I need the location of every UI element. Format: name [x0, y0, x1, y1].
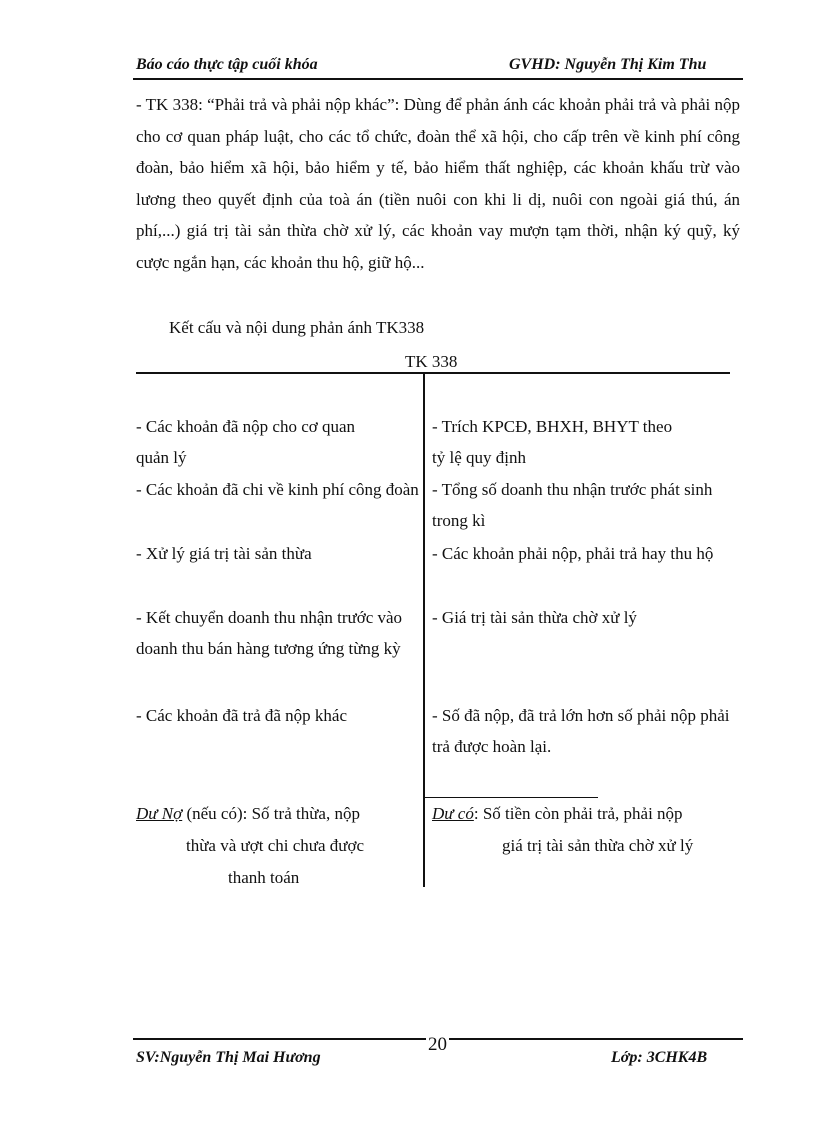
t-account-divider — [423, 373, 425, 887]
debit-balance-label: Dư Nợ — [136, 804, 183, 823]
footer-class: Lớp: 3CHK4B — [611, 1049, 708, 1066]
credit-entry: - Số đã nộp, đã trả lớn hơn số phải nộp phải trả được hoàn lại. — [432, 706, 730, 756]
credit-balance-line-2: giá trị tài sản thừa chờ xử lý — [502, 836, 694, 855]
debit-entry: - Xử lý giá trị tài sản thừa — [136, 544, 312, 563]
credit-balance-text: : Số tiền còn phải trả, phải nộp — [473, 804, 683, 823]
debit-entry: - Các khoản đã chi về kinh phí công đoàn — [136, 480, 419, 499]
debit-entry: - Kết chuyển doanh thu nhận trước vào doanh thu bán hàng tương ứng từng kỳ — [136, 608, 403, 658]
debit-balance-text: (nếu có): Số trả thừa, nộp — [182, 804, 360, 823]
t-account-title: TK 338 — [405, 352, 458, 371]
page-number: 20 — [428, 1034, 447, 1055]
debit-entry: - Các khoản đã trả đã nộp khác — [136, 706, 347, 725]
debit-balance-line-2: thừa và ượt chi chưa được — [186, 836, 365, 855]
debit-balance — [136, 798, 421, 829]
header-supervisor: GVHD: Nguyễn Thị Kim Thu — [509, 56, 707, 73]
header-report-title: Báo cáo thực tập cuối khóa — [136, 56, 318, 73]
paragraph-tk338: - TK 338: “Phải trả và phải nộp khác”: Dùng để phản ánh các khoản phải trả và phải nộp cho cơ quan pháp luật, cho các tổ chức, đoàn thể xã hội, cho cấp trên về kinh phí công đoàn, bảo hiểm xã hội, bảo hiểm y tế, bảo hiểm thất nghiệp, các khoản khấu trừ vào lương theo quyết định của toà án (tiền nuôi con khi li dị, nuôi con ngoài giá thú, án phí,...) giá trị tài sản thừa chờ xử lý, các khoản vay mượn tạm thời, nhận ký quỹ, ký cược ngắn hạn, các khoản thu hộ, giữ hộ... — [136, 95, 740, 272]
credit-balance-label: Dư có — [432, 804, 474, 823]
credit-balance — [432, 798, 742, 829]
footer-student: SV:Nguyễn Thị Mai Hương — [136, 1049, 321, 1066]
credit-entry: - Các khoản phải nộp, phải trả hay thu hộ — [432, 544, 714, 563]
header-rule — [133, 78, 743, 80]
credit-entry: - Giá trị tài sản thừa chờ xử lý — [432, 608, 637, 627]
credit-entry: - Tổng số doanh thu nhận trước phát sinh trong kì — [432, 480, 713, 530]
section-intro: Kết cấu và nội dung phản ánh TK338 — [169, 318, 425, 337]
credit-entry: - Trích KPCĐ, BHXH, BHYT theo tỷ lệ quy định — [432, 417, 673, 467]
debit-balance-line-3: thanh toán — [228, 868, 300, 887]
debit-entry: - Các khoản đã nộp cho cơ quan quản lý — [136, 417, 356, 467]
t-account-top-rule — [136, 372, 730, 374]
